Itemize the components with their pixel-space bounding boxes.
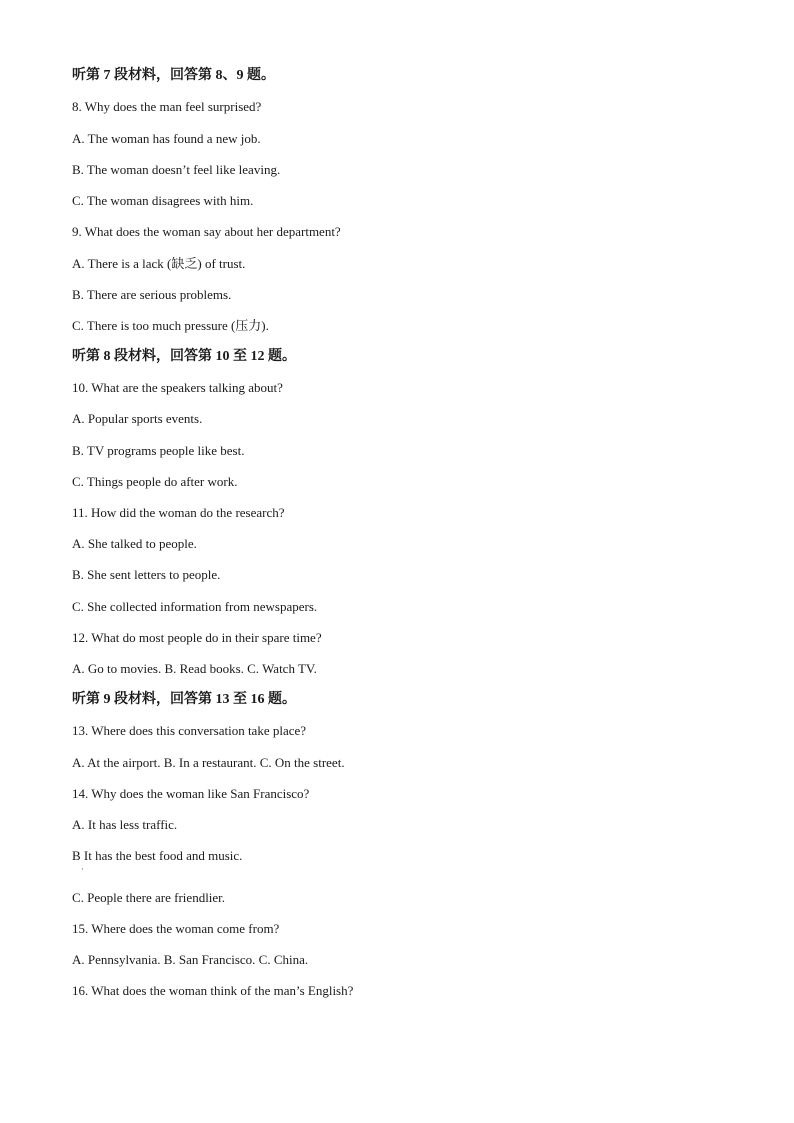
- option-10a: A. Popular sports events.: [72, 411, 203, 426]
- option-14b: B It has the best food and music.: [72, 848, 243, 863]
- option-11c: C. She collected information from newspapers.: [72, 599, 318, 614]
- option-9b: B. There are serious problems.: [72, 287, 232, 302]
- question-13: 13. Where does this conversation take place?: [72, 723, 307, 738]
- options-13: A. At the airport. B. In a restaurant. C. On the street.: [72, 755, 345, 770]
- question-16: 16. What does the woman think of the man’s English?: [72, 983, 354, 998]
- option-8a: A. The woman has found a new job.: [72, 131, 261, 146]
- option-9a: A. There is a lack (缺乏) of trust.: [72, 256, 246, 271]
- options-12: A. Go to movies. B. Read books. C. Watch TV.: [72, 661, 317, 676]
- section-heading-8: 听第 8 段材料，回答第 10 至 12 题。: [72, 349, 296, 364]
- question-9: 9. What does the woman say about her department?: [72, 224, 341, 239]
- question-11: 11. How did the woman do the research?: [72, 505, 285, 520]
- section-heading-7: 听第 7 段材料，回答第 8、9 题。: [72, 68, 275, 83]
- question-8: 8. Why does the man feel surprised?: [72, 99, 262, 114]
- option-9c: C. There is too much pressure (压力).: [72, 318, 269, 333]
- option-11b: B. She sent letters to people.: [72, 567, 221, 582]
- question-15: 15. Where does the woman come from?: [72, 921, 280, 936]
- option-14c: C. People there are friendlier.: [72, 890, 226, 905]
- option-10b: B. TV programs people like best.: [72, 443, 245, 458]
- option-14a: A. It has less traffic.: [72, 817, 178, 832]
- section-heading-9: 听第 9 段材料，回答第 13 至 16 题。: [72, 692, 296, 707]
- question-12: 12. What do most people do in their spare time?: [72, 630, 322, 645]
- option-11a: A. She talked to people.: [72, 536, 197, 551]
- question-14: 14. Why does the woman like San Francisco?: [72, 786, 310, 801]
- options-15: A. Pennsylvania. B. San Francisco. C. China.: [72, 952, 309, 967]
- option-10c: C. Things people do after work.: [72, 474, 238, 489]
- option-8c: C. The woman disagrees with him.: [72, 193, 254, 208]
- question-10: 10. What are the speakers talking about?: [72, 380, 283, 395]
- option-8b: B. The woman doesn’t feel like leaving.: [72, 162, 281, 177]
- stray-dot-mark: ·: [81, 865, 84, 874]
